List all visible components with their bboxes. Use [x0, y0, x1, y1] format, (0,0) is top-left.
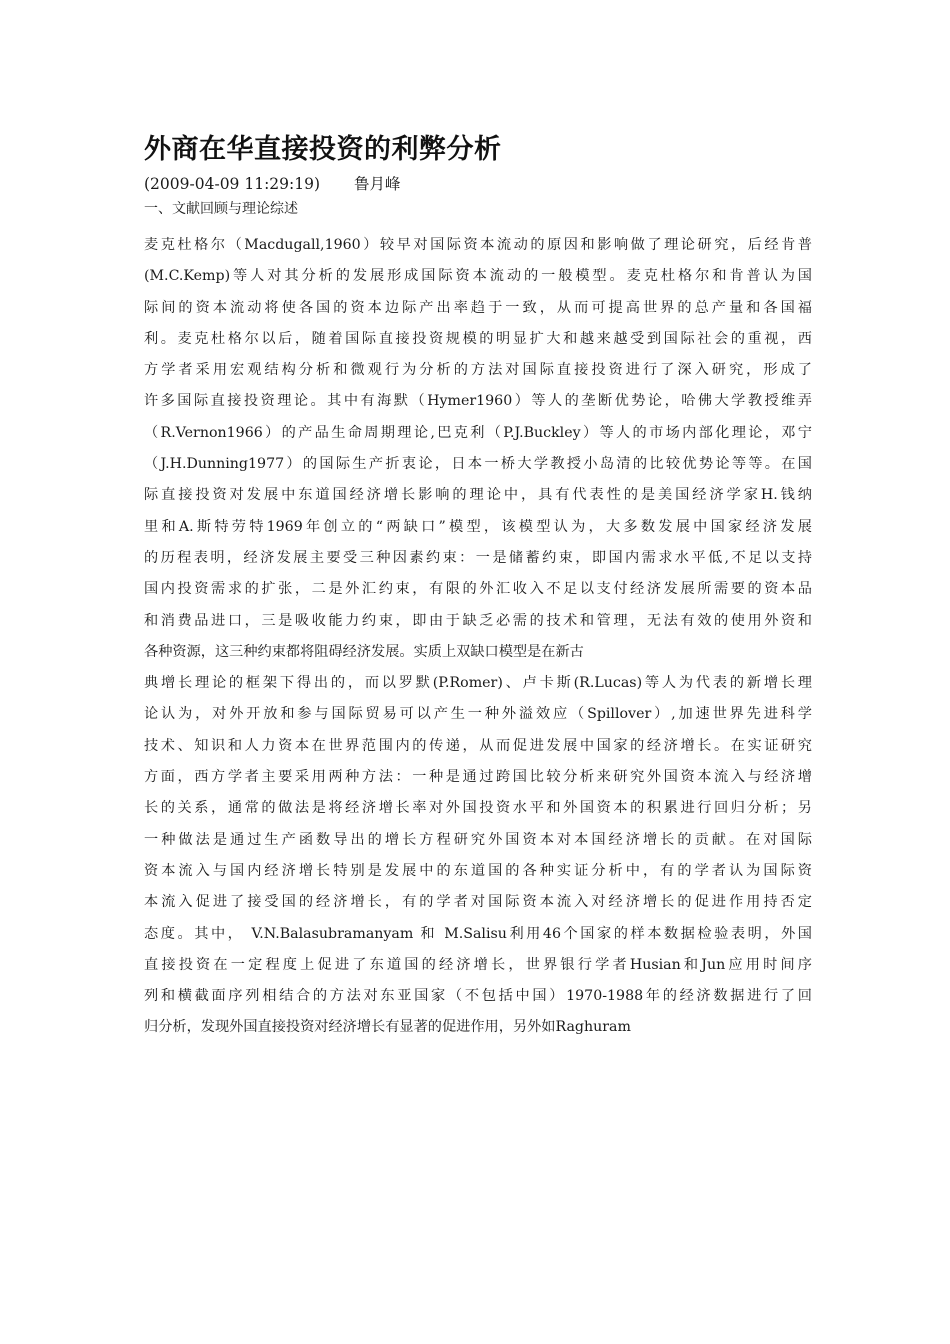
- paragraph-line: 方面，西方学者主要采用两种方法：一种是通过跨国比较分析来研究外国资本流入与经济增: [144, 769, 812, 786]
- paragraph-line: 际直接投资对发展中东道国经济增长影响的理论中，具有代表性的是美国经济学家H.钱纳: [144, 487, 812, 504]
- paragraph-line: 许多国际直接投资理论。其中有海默（Hymer1960）等人的垄断优势论，哈佛大学教授维弄: [144, 393, 812, 410]
- article-meta: [144, 172, 812, 196]
- paragraph-line: 本流入促进了接受国的经济增长，有的学者对国际资本流入对经济增长的促进作用持否定: [144, 894, 812, 911]
- paragraph-line: （R.Vernon1966）的产品生命周期理论,巴克利（P.J.Buckley）等人的市场内部化理论，邓宁: [144, 424, 812, 441]
- paragraph-line: 的历程表明，经济发展主要受三种因素约束：一是储蓄约束，即国内需求水平低,不足以支持: [144, 549, 812, 566]
- paragraph-line: 里和A.斯特劳特1969年创立的“两缺口”模型，该模型认为，大多数发展中国家经济发展: [144, 518, 812, 535]
- paragraph-line: （J.H.Dunning1977）的国际生产折衷论，日本一桥大学教授小岛清的比较优势论等等。在国: [144, 456, 812, 473]
- paragraph-1: [144, 230, 812, 668]
- paragraph-line: 国内投资需求的扩张，二是外汇约束，有限的外汇收入不足以支付经济发展所需要的资本品: [144, 581, 812, 598]
- paragraph-line: 和消费品进口，三是吸收能力约束，即由于缺乏必需的技术和管理，无法有效的使用外资和: [144, 612, 812, 629]
- paragraph-line: 技术、知识和人力资本在世界范围内的传递，从而促进发展中国家的经济增长。在实证研究: [144, 737, 812, 754]
- section-heading: 一、文献回顾与理论综述: [144, 201, 298, 217]
- paragraph-line: 论认为，对外开放和参与国际贸易可以产生一种外溢效应（Spillover）,加速世界先进科学: [144, 706, 812, 723]
- paragraph-line: 典增长理论的框架下得出的，而以罗默(P.Romer)、卢卡斯(R.Lucas)等人为代表的新增长理: [144, 675, 812, 692]
- author-name: 鲁月峰: [354, 175, 401, 193]
- publish-date: (2009-04-09 11:29:19): [144, 175, 321, 193]
- paragraph-line: 麦克杜格尔（Macdugall,1960）较早对国际资本流动的原因和影响做了理论研究，后经肯普: [144, 237, 812, 253]
- paragraph-line: 际间的资本流动将使各国的资本边际产出率趋于一致，从而可提高世界的总产量和各国福: [144, 299, 812, 316]
- paragraph-2: [144, 668, 812, 1044]
- paragraph-line: 归分析，发现外国直接投资对经济增长有显著的促进作用，另外如Raghuram: [144, 1019, 631, 1036]
- paragraph-line: 各种资源，这三种约束都将阻碍经济发展。实质上双缺口模型是在新古: [144, 643, 584, 660]
- paragraph-line: 方学者采用宏观结构分析和微观行为分析的方法对国际直接投资进行了深入研究，形成了: [144, 362, 812, 379]
- article-title: 外商在华直接投资的利弊分析: [144, 134, 502, 165]
- paragraph-line: 直接投资在一定程度上促进了东道国的经济增长，世界银行学者Husian和Jun应用时间序: [144, 956, 812, 973]
- paragraph-line: (M.C.Kemp)等人对其分析的发展形成国际资本流动的一般模型。麦克杜格尔和肯普认为国: [144, 268, 812, 285]
- paragraph-line: 态度。其中， V.N.Balasubramanyam 和 M.Salisu利用46个国家的样本数据检验表明，外国: [144, 925, 812, 942]
- paragraph-line: 长的关系，通常的做法是将经济增长率对外国投资水平和外国资本的积累进行回归分析；另: [144, 800, 812, 817]
- document-page: [144, 128, 812, 1044]
- paragraph-line: 一种做法是通过生产函数导出的增长方程研究外国资本对本国经济增长的贡献。在对国际: [144, 831, 812, 848]
- paragraph-line: 资本流入与国内经济增长特别是发展中的东道国的各种实证分析中，有的学者认为国际资: [144, 862, 812, 879]
- paragraph-line: 列和横截面序列相结合的方法对东亚国家（不包括中国）1970-1988年的经济数据进行了回: [144, 988, 812, 1005]
- paragraph-line: 利。麦克杜格尔以后，随着国际直接投资规模的明显扩大和越来越受到国际社会的重视，西: [144, 330, 812, 347]
